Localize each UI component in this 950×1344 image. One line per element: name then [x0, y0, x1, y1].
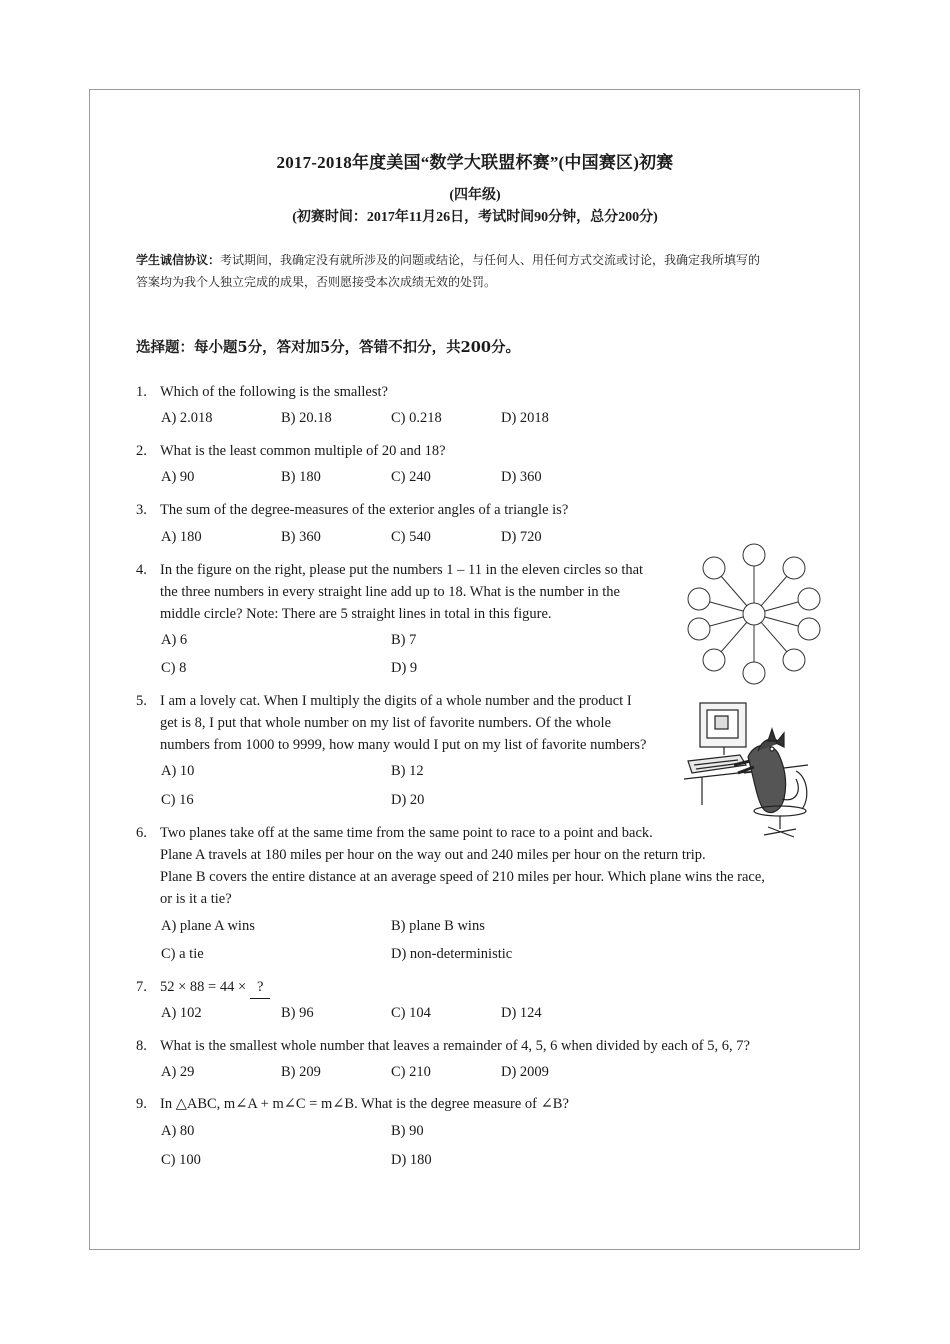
option-d[interactable]: D) 124	[501, 1005, 542, 1021]
option-a[interactable]: A) 6	[161, 632, 188, 648]
question-text-line: the three numbers in every straight line add up to 18. What is the number in the	[160, 584, 620, 600]
question-1	[136, 381, 388, 403]
question-text-line: get is 8, I put that whole number on my list of favorite numbers. Of the whole	[160, 715, 612, 731]
grade-label: (四年级)	[449, 188, 501, 203]
question-2	[136, 440, 446, 462]
question-text-line: In the figure on the right, please put the numbers 1 – 11 in the eleven circles so that	[160, 562, 644, 578]
option-c[interactable]: C) 16	[161, 792, 194, 808]
question-8	[136, 1035, 750, 1057]
question-6	[136, 822, 765, 910]
option-d[interactable]: D) 720	[501, 529, 542, 545]
option-a[interactable]: A) plane A wins	[161, 918, 255, 934]
option-b[interactable]: B) 90	[391, 1123, 424, 1139]
option-d[interactable]: D) 360	[501, 469, 542, 485]
question-number: 3.	[136, 502, 147, 518]
option-d[interactable]: D) 9	[391, 660, 418, 676]
equation-text: 52 × 88 = 44 ×	[160, 979, 247, 995]
option-a[interactable]: A) 180	[161, 529, 202, 545]
question-number: 2.	[136, 443, 147, 459]
question-text-line: I am a lovely cat. When I multiply the digits of a whole number and the product I	[160, 693, 632, 709]
question-text-line: Plane B covers the entire distance at an average speed of 210 miles per hour. Which plane wins the race,	[160, 869, 765, 885]
question-number: 1.	[136, 384, 147, 400]
exam-meta: (初赛时间：2017年11月26日，考试时间90分钟，总分200分)	[292, 210, 658, 225]
question-text: The sum of the degree-measures of the exterior angles of a triangle is?	[160, 502, 569, 518]
question-number: 4.	[136, 562, 147, 578]
option-a[interactable]: A) 2.018	[161, 410, 213, 426]
question-4	[136, 559, 643, 625]
question-text: What is the smallest whole number that leaves a remainder of 4, 5, 6 when divided by each of 5, 6, 7?	[160, 1038, 750, 1054]
option-b[interactable]: B) 360	[281, 529, 321, 545]
question-text-line: middle circle? Note: There are 5 straight lines in total in this figure.	[160, 606, 552, 622]
question-number: 7.	[136, 979, 147, 995]
option-b[interactable]: B) 96	[281, 1005, 314, 1021]
question-text-line: Two planes take off at the same time from the same point to race to a point and back.	[160, 825, 653, 841]
option-c[interactable]: C) 104	[391, 1005, 431, 1021]
question-text-line: or is it a tie?	[160, 891, 232, 907]
cat-at-computer-illustration	[684, 695, 816, 840]
option-a[interactable]: A) 10	[161, 763, 195, 779]
section-heading: 选择题：每小题5分，答对加5分，答错不扣分，共200分。	[136, 339, 520, 356]
option-a[interactable]: A) 90	[161, 469, 195, 485]
question-3	[136, 499, 568, 521]
option-d[interactable]: D) 20	[391, 792, 425, 808]
option-c[interactable]: C) 540	[391, 529, 431, 545]
option-d[interactable]: D) 180	[391, 1152, 432, 1168]
question-number: 6.	[136, 825, 147, 841]
option-a[interactable]: A) 80	[161, 1123, 195, 1139]
question-text: What is the least common multiple of 20 and 18?	[160, 443, 446, 459]
question-9	[136, 1093, 569, 1115]
option-b[interactable]: B) 180	[281, 469, 321, 485]
question-number: 9.	[136, 1096, 147, 1112]
option-a[interactable]: A) 29	[161, 1064, 195, 1080]
option-a[interactable]: A) 102	[161, 1005, 202, 1021]
option-c[interactable]: C) 8	[161, 660, 187, 676]
exam-title: 2017-2018年度美国“数学大联盟杯赛”(中国赛区)初赛	[276, 153, 674, 172]
question-text-line: Plane A travels at 180 miles per hour on the way out and 240 miles per hour on the return trip.	[160, 847, 706, 863]
option-c[interactable]: C) 0.218	[391, 410, 442, 426]
option-d[interactable]: D) 2009	[501, 1064, 549, 1080]
option-b[interactable]: B) 209	[281, 1064, 321, 1080]
option-c[interactable]: C) a tie	[161, 946, 204, 962]
pledge-line-1: 考试期间，我确定没有就所涉及的问题或结论，与任何人、用任何方式交流或讨论，我确定我所填写的	[220, 253, 761, 267]
question-number: 8.	[136, 1038, 147, 1054]
question-number: 5.	[136, 693, 147, 709]
pledge-line-2: 答案均为我个人独立完成的成果，否则愿接受本次成绩无效的处罚。	[136, 275, 497, 289]
answer-blank: ?	[250, 976, 270, 999]
star-of-circles-figure	[684, 541, 824, 686]
option-b[interactable]: B) plane B wins	[391, 918, 485, 934]
pledge-label: 学生诚信协议：	[136, 253, 221, 267]
option-d[interactable]: D) non-deterministic	[391, 946, 513, 962]
question-text: Which of the following is the smallest?	[160, 384, 388, 400]
option-b[interactable]: B) 7	[391, 632, 417, 648]
question-5	[136, 690, 647, 756]
option-c[interactable]: C) 100	[161, 1152, 201, 1168]
question-text	[160, 976, 270, 999]
question-7	[136, 976, 270, 999]
question-text-line: numbers from 1000 to 9999, how many would I put on my list of favorite numbers?	[160, 737, 647, 753]
question-text: In △ABC, m∠A + m∠C = m∠B. What is the degree measure of ∠B?	[160, 1096, 569, 1112]
option-b[interactable]: B) 20.18	[281, 410, 332, 426]
option-d[interactable]: D) 2018	[501, 410, 549, 426]
option-c[interactable]: C) 210	[391, 1064, 431, 1080]
option-c[interactable]: C) 240	[391, 469, 431, 485]
honesty-pledge	[136, 249, 816, 293]
option-b[interactable]: B) 12	[391, 763, 424, 779]
